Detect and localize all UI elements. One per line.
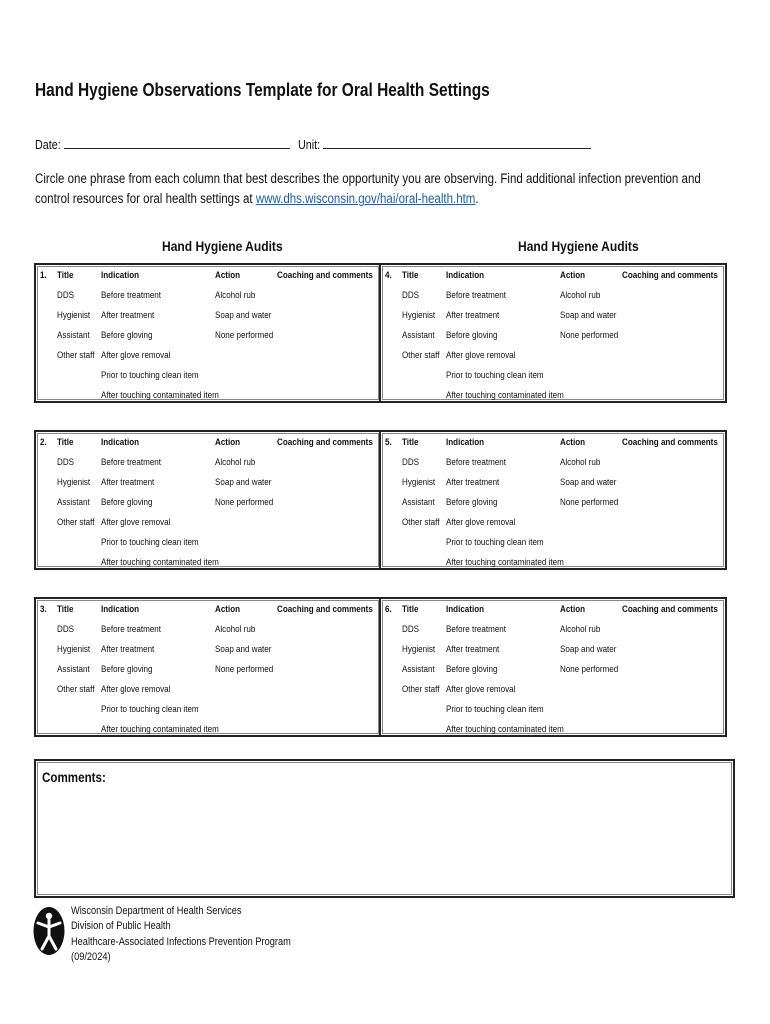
title-header: Title	[402, 604, 419, 615]
title-option[interactable]: Hygienist	[57, 310, 91, 321]
action-option[interactable]: None performed	[560, 330, 619, 341]
indication-option[interactable]: After touching contaminated item	[446, 390, 564, 401]
instructions-end: .	[475, 191, 479, 206]
action-option[interactable]: Soap and water	[215, 644, 272, 655]
indication-option[interactable]: Prior to touching clean item	[446, 370, 544, 381]
indication-option[interactable]: After touching contaminated item	[446, 557, 564, 568]
title-header: Title	[57, 437, 74, 448]
footer-program: Healthcare-Associated Infections Prevention Program	[71, 935, 291, 948]
indication-option[interactable]: Prior to touching clean item	[101, 537, 199, 548]
unit-label: Unit:	[297, 138, 320, 152]
indication-option[interactable]: After glove removal	[446, 517, 516, 528]
title-option[interactable]: Hygienist	[402, 310, 436, 321]
instructions	[35, 169, 727, 209]
page-title: Hand Hygiene Observations Template for Oral Health Settings	[35, 80, 490, 100]
title-option[interactable]: Other staff	[402, 517, 440, 528]
action-option[interactable]: Alcohol rub	[560, 624, 601, 635]
section-heading-left: Hand Hygiene Audits	[162, 238, 283, 254]
action-header: Action	[560, 604, 586, 615]
coaching-header: Coaching and comments	[277, 437, 373, 448]
indication-option[interactable]: Before treatment	[446, 624, 507, 635]
title-option[interactable]: Assistant	[402, 330, 435, 341]
action-option[interactable]: None performed	[215, 497, 274, 508]
action-option[interactable]: Alcohol rub	[560, 457, 601, 468]
action-header: Action	[560, 437, 586, 448]
dhs-logo-icon	[33, 906, 65, 956]
audit-number: 2.	[40, 437, 47, 448]
audit-box-3	[34, 430, 382, 570]
indication-header: Indication	[446, 604, 485, 615]
indication-option[interactable]: After glove removal	[446, 684, 516, 695]
title-option[interactable]: DDS	[57, 457, 75, 468]
coaching-header: Coaching and comments	[622, 437, 718, 448]
action-option[interactable]: None performed	[215, 330, 274, 341]
action-option[interactable]: None performed	[215, 664, 274, 675]
title-option[interactable]: Other staff	[57, 684, 95, 695]
action-option[interactable]: Alcohol rub	[560, 290, 601, 301]
date-field[interactable]	[64, 137, 290, 149]
indication-header: Indication	[101, 604, 140, 615]
date-label: Date:	[35, 138, 61, 152]
title-option[interactable]: DDS	[57, 624, 75, 635]
action-option[interactable]: None performed	[560, 497, 619, 508]
title-option[interactable]: DDS	[402, 624, 420, 635]
instructions-text: Circle one phrase from each column that best describes the opportunity you are observing. Find additional infection prevention and control resources for oral health settings at	[35, 171, 701, 206]
title-option[interactable]: Other staff	[57, 517, 95, 528]
indication-option[interactable]: After glove removal	[446, 350, 516, 361]
indication-header: Indication	[101, 270, 140, 281]
action-header: Action	[215, 604, 241, 615]
title-header: Title	[57, 604, 74, 615]
indication-option[interactable]: After touching contaminated item	[101, 390, 219, 401]
comments-box[interactable]	[34, 759, 735, 898]
title-option[interactable]: Hygienist	[57, 644, 91, 655]
action-option[interactable]: Soap and water	[560, 644, 617, 655]
indication-option[interactable]: After glove removal	[101, 684, 171, 695]
indication-option[interactable]: After glove removal	[101, 350, 171, 361]
action-option[interactable]: Alcohol rub	[215, 624, 256, 635]
title-header: Title	[57, 270, 74, 281]
title-option[interactable]: Assistant	[402, 664, 435, 675]
title-option[interactable]: DDS	[402, 290, 420, 301]
footer	[71, 904, 333, 965]
action-header: Action	[560, 270, 586, 281]
audit-number: 6.	[385, 604, 392, 615]
title-header: Title	[402, 437, 419, 448]
unit-field[interactable]	[323, 137, 591, 149]
action-option[interactable]: None performed	[560, 664, 619, 675]
action-option[interactable]: Soap and water	[215, 477, 272, 488]
title-option[interactable]: Other staff	[57, 350, 95, 361]
indication-option[interactable]: After treatment	[446, 477, 500, 488]
title-option[interactable]: Assistant	[57, 330, 90, 341]
indication-option[interactable]: Before gloving	[446, 664, 498, 675]
comments-label: Comments:	[42, 770, 106, 785]
indication-header: Indication	[446, 270, 485, 281]
action-header: Action	[215, 270, 241, 281]
indication-option[interactable]: After treatment	[101, 310, 155, 321]
action-option[interactable]: Soap and water	[215, 310, 272, 321]
indication-option[interactable]: Before treatment	[101, 290, 162, 301]
audit-box-6	[379, 597, 727, 737]
footer-department: Wisconsin Department of Health Services	[71, 905, 242, 917]
indication-option[interactable]: After treatment	[446, 644, 500, 655]
indication-option[interactable]: After treatment	[446, 310, 500, 321]
indication-option[interactable]: Before treatment	[446, 457, 507, 468]
footer-date: (09/2024)	[71, 950, 111, 963]
coaching-header: Coaching and comments	[277, 604, 373, 615]
action-option[interactable]: Alcohol rub	[215, 290, 256, 301]
title-option[interactable]: Assistant	[57, 497, 90, 508]
title-option[interactable]: DDS	[402, 457, 420, 468]
action-header: Action	[215, 437, 241, 448]
title-option[interactable]: DDS	[57, 290, 75, 301]
indication-option[interactable]: Before gloving	[101, 664, 153, 675]
footer-division: Division of Public Health	[71, 920, 171, 933]
indication-option[interactable]: Before gloving	[446, 330, 498, 341]
date-unit-line	[35, 137, 591, 152]
indication-option[interactable]: After touching contaminated item	[101, 557, 219, 568]
indication-option[interactable]: Before treatment	[101, 457, 162, 468]
indication-option[interactable]: After glove removal	[101, 517, 171, 528]
resources-link[interactable]: www.dhs.wisconsin.gov/hai/oral-health.htm	[255, 191, 476, 206]
coaching-header: Coaching and comments	[622, 270, 718, 281]
title-option[interactable]: Assistant	[57, 664, 90, 675]
title-option[interactable]: Hygienist	[402, 644, 436, 655]
indication-option[interactable]: After treatment	[101, 644, 155, 655]
audit-number: 4.	[385, 270, 392, 281]
action-option[interactable]: Soap and water	[560, 477, 617, 488]
title-option[interactable]: Other staff	[402, 350, 440, 361]
indication-option[interactable]: After treatment	[101, 477, 155, 488]
audit-box-2	[379, 263, 727, 403]
title-option[interactable]: Other staff	[402, 684, 440, 695]
coaching-header: Coaching and comments	[622, 604, 718, 615]
audit-number: 1.	[40, 270, 47, 281]
indication-option[interactable]: Before gloving	[101, 497, 153, 508]
indication-option[interactable]: After touching contaminated item	[101, 724, 219, 735]
section-heading-right: Hand Hygiene Audits	[518, 238, 639, 254]
action-option[interactable]: Soap and water	[560, 310, 617, 321]
indication-option[interactable]: Prior to touching clean item	[446, 704, 544, 715]
coaching-header: Coaching and comments	[277, 270, 373, 281]
indication-option[interactable]: Before treatment	[101, 624, 162, 635]
title-header: Title	[402, 270, 419, 281]
audit-box-4	[379, 430, 727, 570]
indication-option[interactable]: Before gloving	[446, 497, 498, 508]
action-option[interactable]: Alcohol rub	[215, 457, 256, 468]
indication-option[interactable]: Prior to touching clean item	[101, 704, 199, 715]
title-option[interactable]: Hygienist	[402, 477, 436, 488]
audit-box-1	[34, 263, 382, 403]
audit-box-5	[34, 597, 382, 737]
indication-header: Indication	[101, 437, 140, 448]
indication-option[interactable]: After touching contaminated item	[446, 724, 564, 735]
indication-option[interactable]: Before treatment	[446, 290, 507, 301]
indication-option[interactable]: Prior to touching clean item	[101, 370, 199, 381]
indication-option[interactable]: Prior to touching clean item	[446, 537, 544, 548]
indication-header: Indication	[446, 437, 485, 448]
title-option[interactable]: Assistant	[402, 497, 435, 508]
indication-option[interactable]: Before gloving	[101, 330, 153, 341]
audit-number: 5.	[385, 437, 392, 448]
title-option[interactable]: Hygienist	[57, 477, 91, 488]
audit-number: 3.	[40, 604, 47, 615]
